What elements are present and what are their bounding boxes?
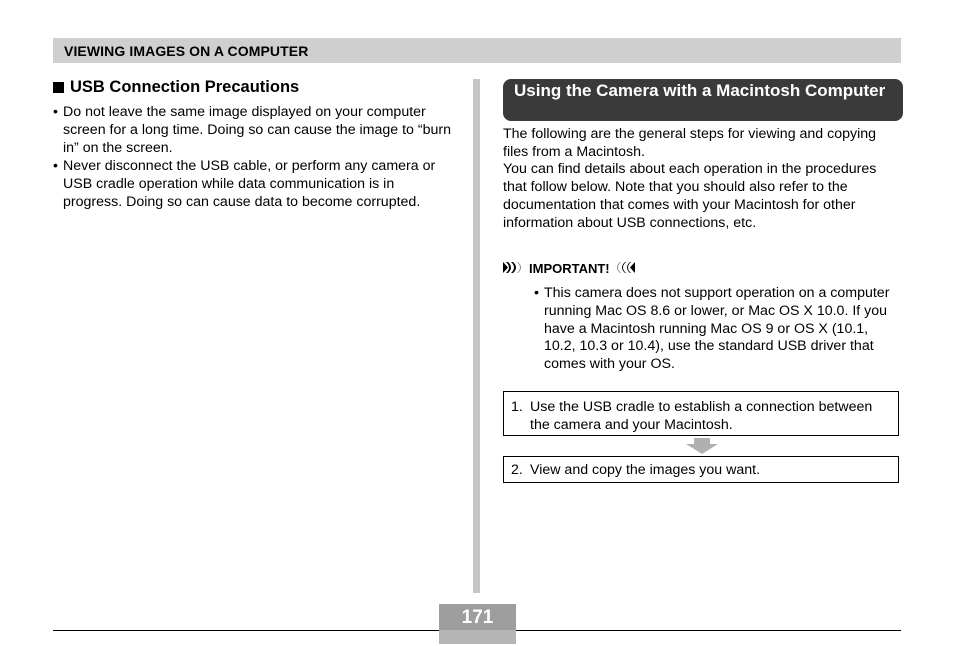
bullet-dot: • (53, 158, 58, 174)
step-box-1 (503, 391, 899, 436)
page-number-box (439, 604, 516, 644)
important-heading (503, 261, 635, 276)
right-column (503, 79, 903, 478)
bullet-dot: • (534, 285, 539, 301)
step-number: 2. (511, 462, 523, 478)
step-number: 1. (511, 399, 523, 415)
list-item-text: Do not leave the same image displayed on your computer screen for a long time. Doing so can cause the image to “burn in” on the screen. (63, 104, 452, 156)
header-title: VIEWING IMAGES ON A COMPUTER (64, 43, 309, 59)
section-heading-text: USB Connection Precautions (70, 78, 300, 96)
list-item (53, 103, 453, 157)
important-label: IMPORTANT! (529, 261, 610, 276)
triple-arrow-left-icon (614, 261, 635, 276)
step-text: View and copy the images you want. (530, 462, 761, 478)
page-number: 171 (439, 604, 516, 630)
list-item-text: Never disconnect the USB cable, or perform any camera or USB cradle operation while data communication is in progress. Doing so can cause data to become corrupted. (63, 158, 436, 210)
step-row (511, 461, 890, 479)
left-column (53, 77, 453, 211)
square-bullet-icon (53, 82, 64, 93)
section-heading-usb-precautions (53, 77, 453, 97)
list-item-text: This camera does not support operation on a computer running Mac OS 8.6 or lower, or Mac OS X 10.0. If you have a Macintosh running Mac OS 9 or OS X (10.1, 10.2, 10.3 or 10.4), use the standard USB driver that comes with your OS. (544, 285, 890, 373)
intro-line-1: The following are the general steps for viewing and copying files from a Macintosh. (503, 126, 877, 160)
column-divider (473, 79, 480, 593)
list-item (534, 285, 899, 374)
step-text: Use the USB cradle to establish a connection between the camera and your Macintosh. (530, 399, 873, 433)
step-box-2 (503, 456, 899, 483)
page-number-tab (439, 630, 516, 644)
step-row (511, 398, 890, 434)
bullet-dot: • (53, 104, 58, 120)
intro-paragraph (503, 126, 903, 232)
triple-arrow-right-icon (503, 261, 524, 276)
list-item (53, 157, 453, 211)
intro-line-2: You can find details about each operation in the procedures that follow below. Note that you should also refer to the documentation that comes with your Macintosh for other information about USB connections, etc. (503, 161, 877, 231)
header-bar (53, 38, 901, 63)
important-notes (534, 285, 899, 374)
section-banner-macintosh: Using the Camera with a Macintosh Computer (503, 79, 903, 121)
precautions-list (53, 103, 453, 211)
important-list (534, 285, 899, 374)
